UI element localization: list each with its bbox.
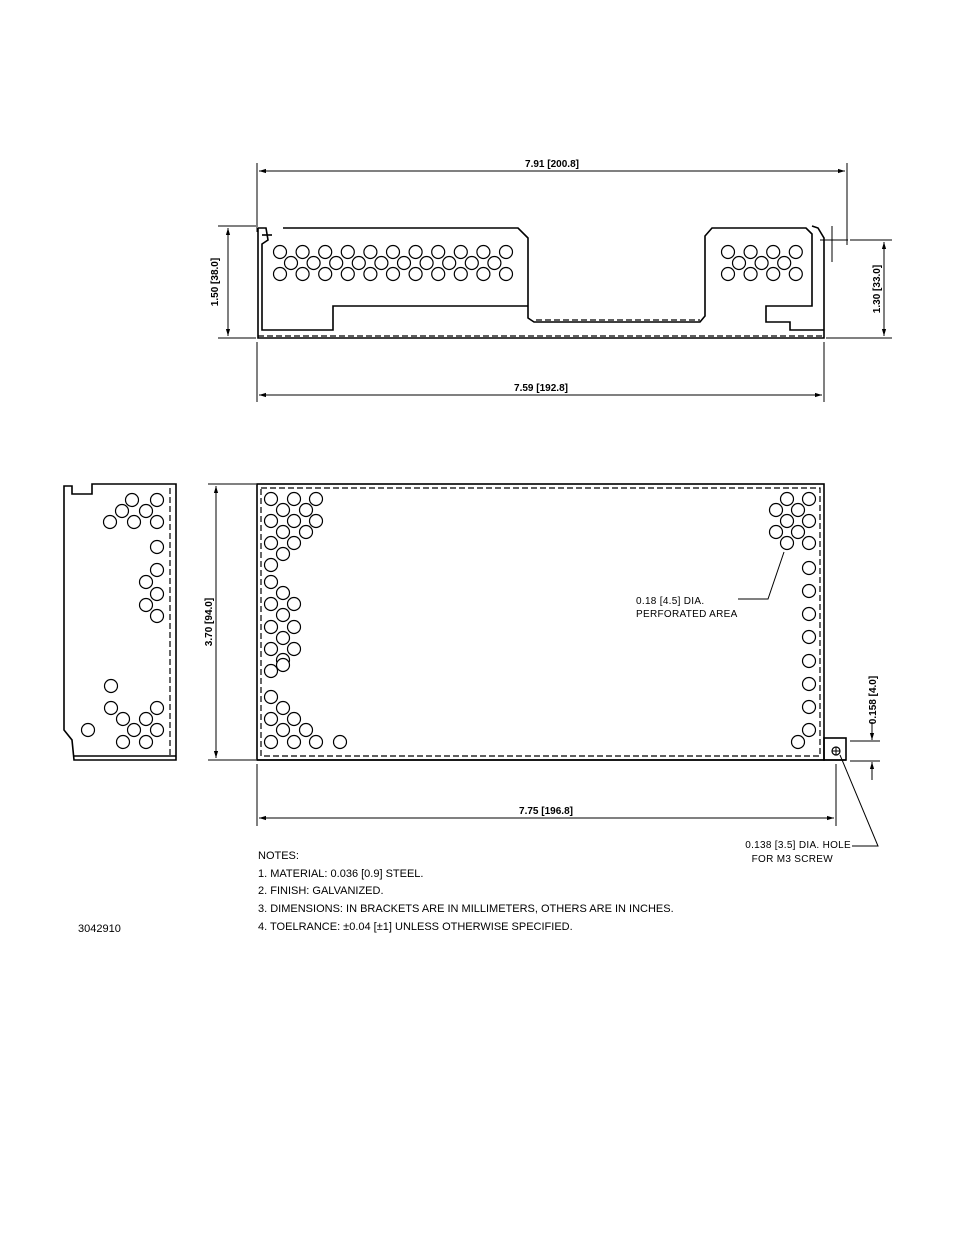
perforation-hole [803,562,816,575]
perforation-hole [151,724,164,737]
perforation-hole [288,515,301,528]
perforation-hole [307,257,320,270]
perforation-hole [296,268,309,281]
perforation-hole [288,598,301,611]
perforation-hole [767,246,780,259]
perforation-hole [722,268,735,281]
perforation-hole [265,665,278,678]
perforation-hole [151,588,164,601]
note-2: 2. FINISH: GALVANIZED. [258,885,384,897]
front-perforation-right [722,246,803,281]
perforation-hole [803,585,816,598]
callout-mount-hole-diameter: 0.138 [3.5] DIA. HOLE [745,840,851,851]
perforation-hole [151,541,164,554]
perforation-hole [265,537,278,550]
dim-hole-offset: 0.158 [4.0] [868,675,879,725]
perforation-hole [117,736,130,749]
perforation-hole [300,526,313,539]
dim-inner-width: 7.59 [192.8] [514,383,568,394]
perforation-hole [770,504,783,517]
perforation-hole [140,576,153,589]
perforation-hole [319,246,332,259]
perforation-hole [781,537,794,550]
perforation-hole [277,724,290,737]
notes-heading: NOTES: [258,850,299,862]
perforation-hole [375,257,388,270]
perforation-hole [151,564,164,577]
perforation-hole [285,257,298,270]
perforation-hole [274,268,287,281]
callout-perforation-diameter: 0.18 [4.5] DIA. [636,596,705,607]
perforation-hole [803,515,816,528]
perforation-hole [781,515,794,528]
perforation-hole [803,655,816,668]
perforation-hole [117,713,130,726]
perforation-hole [803,724,816,737]
front-perforation-left [274,246,513,281]
perforation-hole [803,608,816,621]
perforation-hole [265,643,278,656]
perforation-hole [288,643,301,656]
perforation-hole [477,268,490,281]
perforation-leader [738,552,784,599]
perforation-hole [288,493,301,506]
perforation-hole [778,257,791,270]
perforation-hole [488,257,501,270]
perforation-hole [454,246,467,259]
perforation-hole [140,713,153,726]
dim-left-height: 1.50 [38.0] [210,257,221,307]
perforation-hole [398,257,411,270]
perforation-hole [319,268,332,281]
note-4: 4. TOELRANCE: ±0.04 [±1] UNLESS OTHERWISE SPECIFIED. [258,921,573,933]
perforation-hole [789,246,802,259]
perforation-hole [126,494,139,507]
perforation-hole [310,736,323,749]
callout-mount-hole-screw: FOR M3 SCREW [751,854,833,865]
perforation-hole [767,268,780,281]
note-1: 1. MATERIAL: 0.036 [0.9] STEEL. [258,868,424,880]
perforation-hole [151,702,164,715]
drawing-number: 3042910 [78,923,121,935]
perforation-hole [128,724,141,737]
perforation-hole [792,504,805,517]
perforation-hole [454,268,467,281]
perforation-hole [140,736,153,749]
perforation-hole [151,610,164,623]
perforation-hole [140,505,153,518]
perforation-hole [387,268,400,281]
dim-plan-width: 7.75 [196.8] [519,806,573,817]
perforation-hole [140,599,153,612]
perforation-hole [803,493,816,506]
perforation-hole [803,678,816,691]
perforation-hole [792,526,805,539]
perforation-hole [288,537,301,550]
perforation-hole [288,621,301,634]
side-perforation [82,494,164,749]
perforation-hole [443,257,456,270]
perforation-hole [277,609,290,622]
front-raised-profile [283,228,824,330]
perforation-hole [803,537,816,550]
plan-perforation [265,493,816,749]
perforation-hole [310,515,323,528]
perforation-hole [300,724,313,737]
perforation-hole [465,257,478,270]
perforation-hole [409,246,422,259]
perforation-hole [151,494,164,507]
perforation-hole [296,246,309,259]
dim-plan-height: 3.70 [94.0] [204,597,215,647]
side-view [64,484,176,760]
perforation-hole [310,493,323,506]
perforation-hole [500,268,513,281]
perforation-hole [265,515,278,528]
perforation-hole [364,268,377,281]
callout-perforation-area: PERFORATED AREA [636,609,738,620]
perforation-hole [288,713,301,726]
perforation-hole [265,736,278,749]
perforation-hole [803,631,816,644]
perforation-hole [334,736,347,749]
perforation-hole [722,246,735,259]
perforation-hole [151,516,164,529]
front-view [210,159,892,402]
perforation-hole [277,504,290,517]
notes-block [258,850,674,933]
perforation-hole [277,702,290,715]
perforation-hole [82,724,95,737]
perforation-hole [341,268,354,281]
perforation-hole [277,548,290,561]
plan-hidden-outline [261,488,820,756]
perforation-hole [277,659,290,672]
perforation-hole [352,257,365,270]
dim-right-height: 1.30 [33.0] [872,264,883,314]
perforation-hole [781,493,794,506]
perforation-hole [420,257,433,270]
perforation-hole [789,268,802,281]
perforation-hole [265,598,278,611]
perforation-hole [477,246,490,259]
perforation-hole [770,526,783,539]
perforation-hole [104,516,117,529]
perforation-hole [277,526,290,539]
plan-view [204,484,880,865]
perforation-hole [105,702,118,715]
perforation-hole [277,632,290,645]
perforation-hole [128,516,141,529]
perforation-hole [755,257,768,270]
perforation-hole [744,268,757,281]
perforation-hole [744,246,757,259]
perforation-hole [265,621,278,634]
perforation-hole [265,559,278,572]
perforation-hole [432,268,445,281]
perforation-hole [432,246,445,259]
perforation-hole [277,587,290,600]
perforation-hole [341,246,354,259]
perforation-hole [116,505,129,518]
perforation-hole [300,504,313,517]
perforation-hole [733,257,746,270]
perforation-hole [265,691,278,704]
dim-overall-width: 7.91 [200.8] [525,159,579,170]
perforation-hole [265,576,278,589]
perforation-hole [330,257,343,270]
note-3: 3. DIMENSIONS: IN BRACKETS ARE IN MILLIMETERS, OTHERS ARE IN INCHES. [258,903,674,915]
perforation-hole [803,701,816,714]
perforation-hole [792,736,805,749]
perforation-hole [500,246,513,259]
plan-body-outline [257,484,824,760]
perforation-hole [288,736,301,749]
perforation-hole [274,246,287,259]
perforation-hole [265,493,278,506]
perforation-hole [409,268,422,281]
perforation-hole [105,680,118,693]
perforation-hole [265,713,278,726]
perforation-hole [364,246,377,259]
perforation-hole [387,246,400,259]
